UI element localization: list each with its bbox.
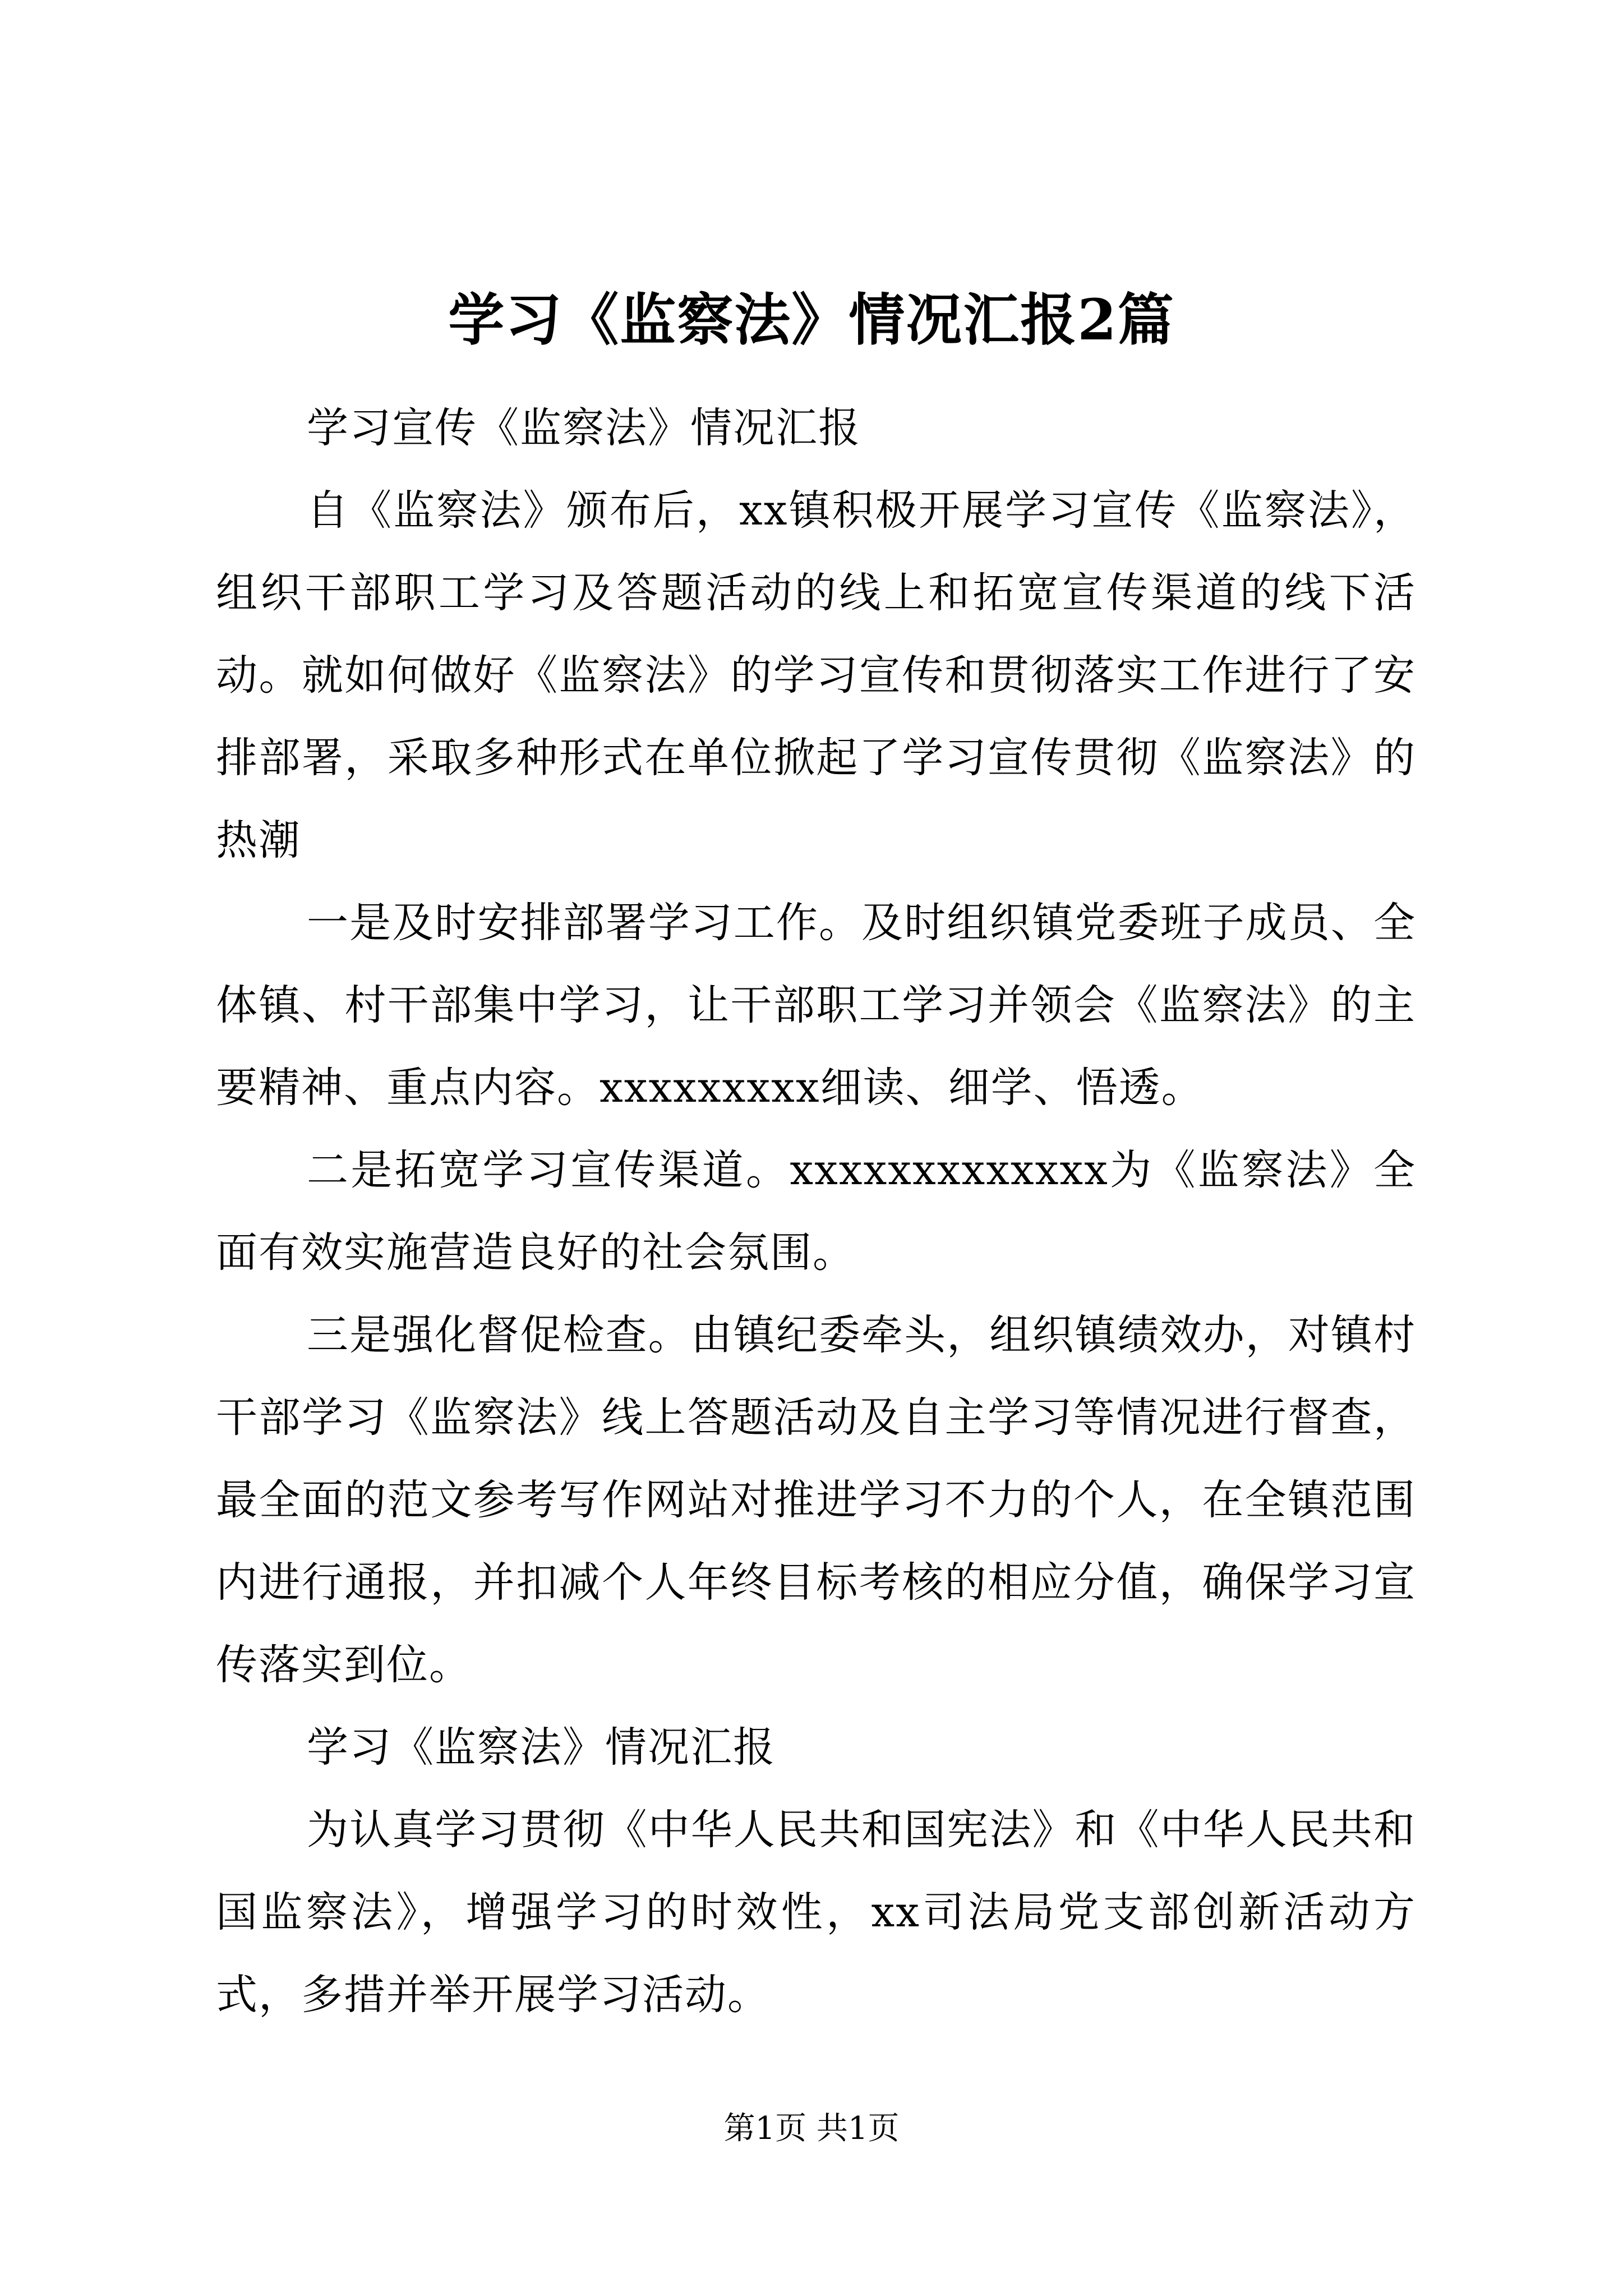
document-title: 学习《监察法》情况汇报2篇 [448, 287, 1175, 353]
document-body [216, 387, 1416, 2036]
section-heading: 学习《监察法》情况汇报 [307, 1723, 776, 1772]
paragraph: 一是及时安排部署学习工作。及时组织镇党委班子成员、全体镇、村干部集中学习，让干部职工学习并领会《监察法》的主要精神、重点内容。xxxxxxxxx细读、细学、悟透。 [216, 899, 1416, 1112]
paragraph: 为认真学习贯彻《中华人民共和国宪法》和《中华人民共和国监察法》，增强学习的时效性，xx司法局党支部创新活动方式，多措并举开展学习活动。 [216, 1806, 1416, 2019]
paragraph: 自《监察法》颁布后，xx镇积极开展学习宣传《监察法》，组织干部职工学习及答题活动的线上和拓宽宣传渠道的线下活动。就如何做好《监察法》的学习宣传和贯彻落实工作进行了安排部署，采取多种形式在单位掀起了学习宣传贯彻《监察法》的热潮 [216, 486, 1416, 864]
page-footer: 第1页 共1页 [723, 2110, 900, 2147]
section-heading: 学习宣传《监察法》情况汇报 [307, 404, 861, 452]
paragraph: 二是拓宽学习宣传渠道。xxxxxxxxxxxxx为《监察法》全面有效实施营造良好的社会氛围。 [216, 1146, 1416, 1277]
paragraph: 三是强化督促检查。由镇纪委牵头，组织镇绩效办，对镇村干部学习《监察法》线上答题活动及自主学习等情况进行督查，最全面的范文参考写作网站对推进学习不力的个人，在全镇范围内进行通报，并扣减个人年终目标考核的相应分值，确保学习宣传落实到位。 [216, 1311, 1416, 1689]
